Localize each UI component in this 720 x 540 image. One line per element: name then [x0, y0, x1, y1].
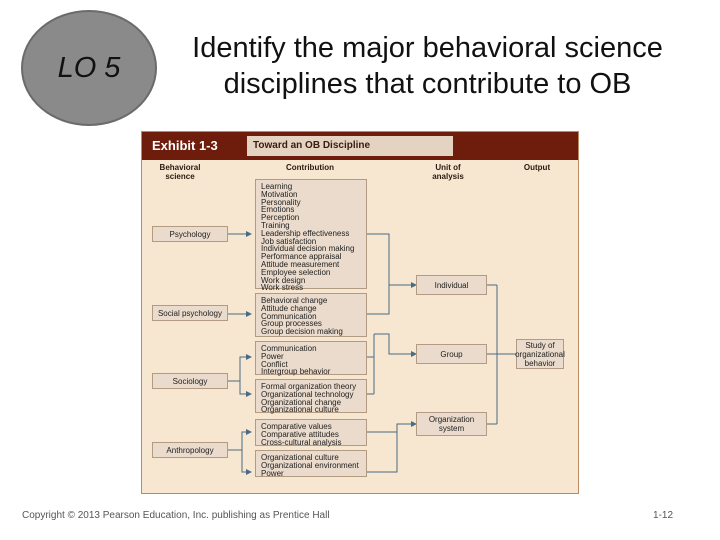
contribution-item: Perception — [261, 213, 300, 223]
slide-title: Identify the major behavioral science disciplines that contribute to OB — [192, 32, 663, 100]
contribution-item: Learning — [261, 182, 293, 191]
arrow-anthro-culture — [242, 450, 251, 472]
contribution-item: Organizational culture — [261, 405, 339, 415]
contribution-item: Performance appraisal — [261, 252, 342, 262]
unit-group: Group — [416, 344, 487, 364]
contribution-social-psychology — [255, 293, 367, 337]
arrow-anthro-comparative — [228, 432, 251, 450]
contribution-item: Individual decision making — [261, 244, 355, 254]
arrow-socio-org — [240, 381, 251, 394]
contribution-item: Cross-cultural analysis — [261, 437, 342, 447]
arrow-to-individual — [367, 234, 416, 285]
contribution-item: Communication — [261, 344, 317, 353]
contribution-item: Power — [261, 468, 284, 478]
arrow-to-group — [374, 334, 416, 354]
unit-individual: Individual — [416, 275, 487, 295]
page-number: 1-12 — [653, 510, 674, 521]
contribution-item: Communication — [261, 311, 317, 321]
contribution-shared — [255, 341, 367, 375]
exhibit-title: Toward an OB Discipline — [247, 136, 453, 156]
contribution-item: Behavioral change — [261, 296, 328, 305]
exhibit-figure — [141, 131, 579, 494]
header-output: Output — [523, 163, 551, 172]
contribution-item: Training — [261, 220, 290, 230]
contribution-item: Organizational culture — [261, 453, 339, 462]
contribution-item: Job satisfaction — [261, 236, 317, 246]
contribution-item: Intergroup behavior — [261, 367, 331, 377]
contribution-item: Group decision making — [261, 327, 343, 337]
contribution-item: Formal organization theory — [261, 382, 357, 391]
contribution-item: Power — [261, 351, 284, 361]
contribution-item: Leadership effectiveness — [261, 228, 350, 238]
contribution-item: Organizational change — [261, 397, 342, 407]
contribution-item: Emotions — [261, 205, 295, 215]
header-science: Behavioral science — [159, 163, 201, 181]
unit-organization-system: Organization system — [416, 412, 487, 436]
header-contribution: Contribution — [286, 163, 334, 172]
arrow-to-orgsys — [367, 424, 416, 432]
contribution-item: Personality — [261, 197, 301, 207]
connector-culture-orgsys — [367, 424, 397, 472]
contribution-item: Organizational environment — [261, 460, 359, 470]
lo-badge-label: LO 5 — [57, 51, 121, 84]
connector-social-individual — [367, 285, 389, 314]
science-sociology: Sociology — [152, 373, 228, 389]
contribution-item: Group processes — [261, 319, 322, 329]
contribution-item: Motivation — [261, 189, 298, 199]
lo-badge — [21, 10, 157, 126]
output-study-of-ob: Study of organizational behavior — [515, 340, 565, 368]
exhibit-number: Exhibit 1-3 — [152, 138, 218, 153]
contribution-item: Conflict — [261, 359, 288, 369]
contribution-item: Comparative attitudes — [261, 429, 339, 439]
contribution-item: Attitude change — [261, 303, 317, 313]
contribution-item: Attitude measurement — [261, 259, 340, 269]
contribution-psychology — [255, 179, 367, 293]
contribution-item: Work stress — [261, 283, 304, 293]
contribution-item: Comparative values — [261, 422, 332, 431]
header-unit: Unit of analysis — [432, 163, 464, 181]
science-psychology: Psychology — [152, 226, 228, 242]
contribution-item: Work design — [261, 275, 306, 285]
copyright-footer: Copyright © 2013 Pearson Education, Inc. publishing as Prentice Hall — [22, 510, 330, 521]
contribution-comparative — [255, 419, 367, 446]
contribution-organization — [255, 379, 367, 413]
contribution-item: Organizational technology — [261, 389, 354, 399]
arrow-socio-shared — [228, 357, 251, 381]
science-anthropology: Anthropology — [152, 442, 228, 458]
science-social-psychology: Social psychology — [152, 305, 228, 321]
contribution-anthropology — [255, 450, 367, 477]
contribution-item: Employee selection — [261, 267, 331, 277]
